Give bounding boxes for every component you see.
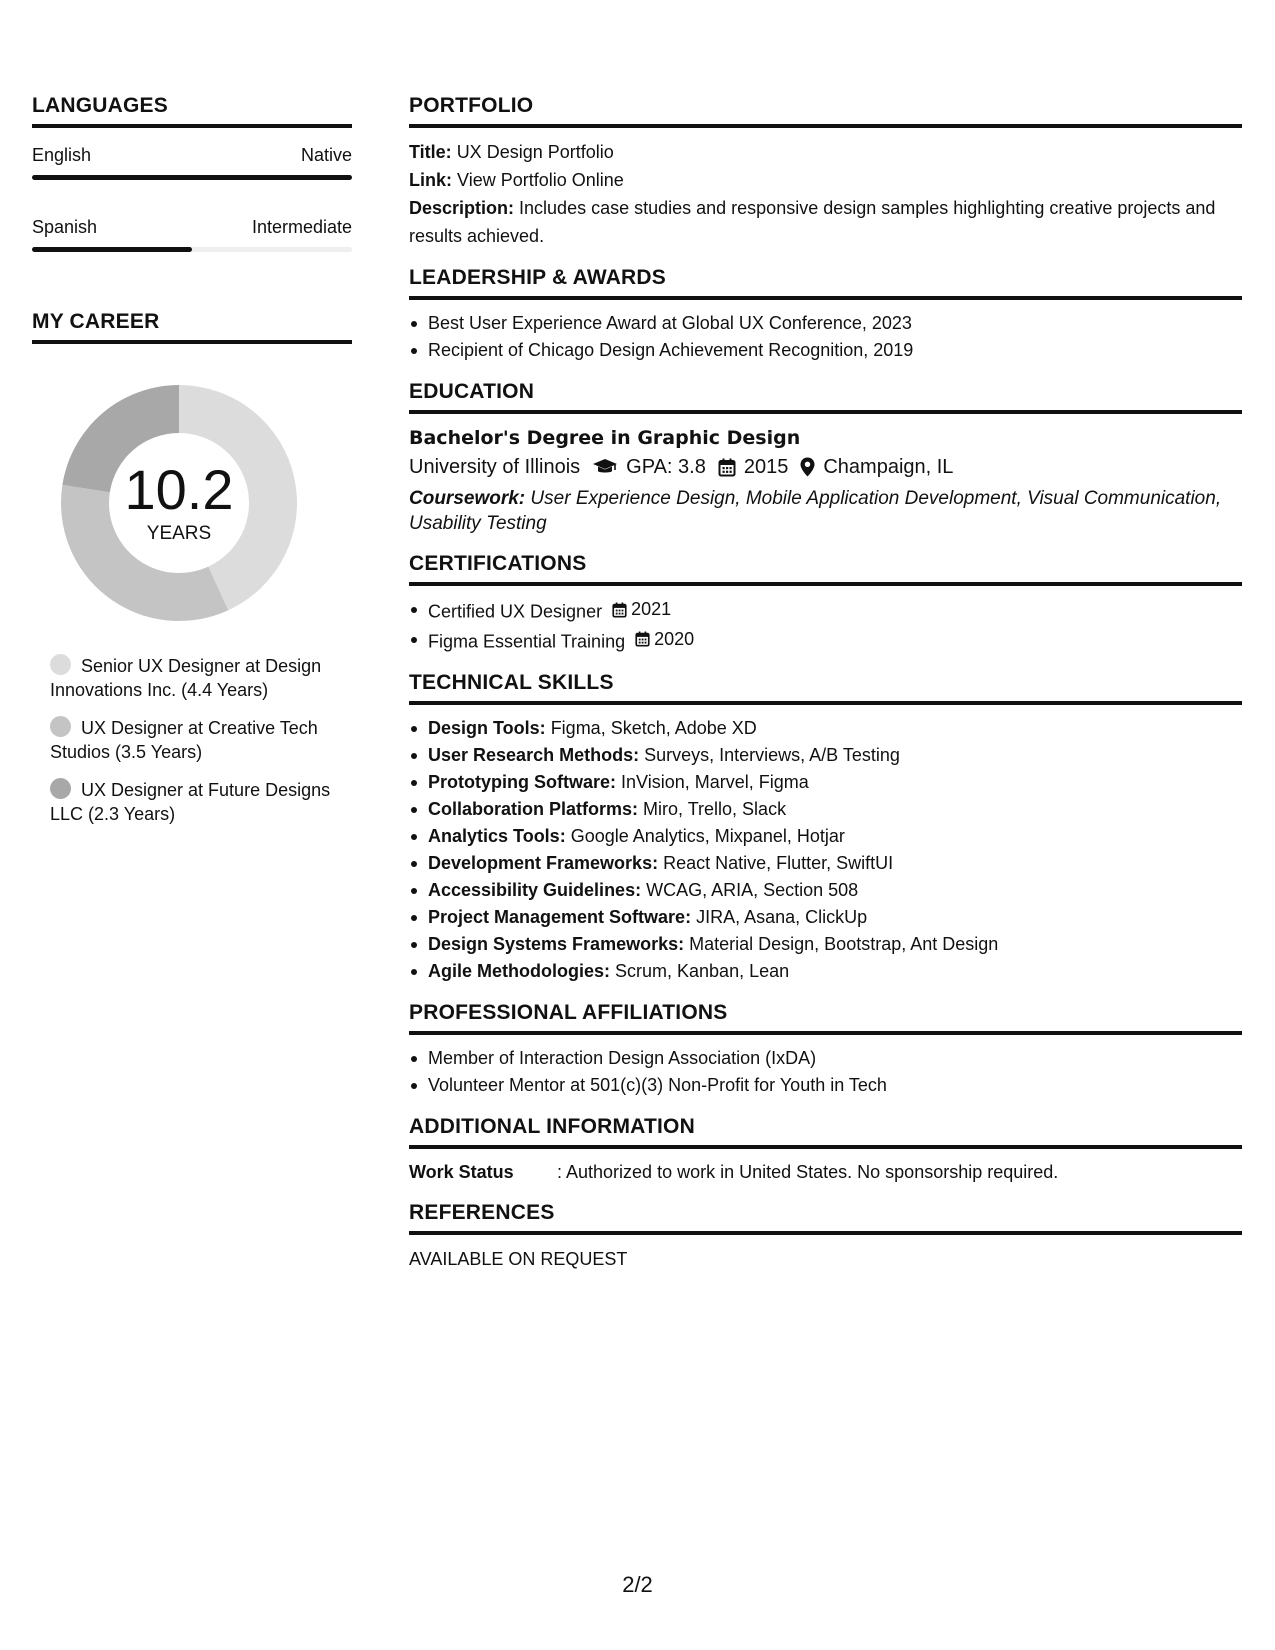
work-status-value: : Authorized to work in United States. No sponsorship required. bbox=[557, 1162, 1059, 1182]
skill-values: Scrum, Kanban, Lean bbox=[615, 961, 790, 981]
skill-item bbox=[409, 715, 1242, 742]
career-donut-chart bbox=[54, 378, 304, 628]
skill-values: WCAG, ARIA, Section 508 bbox=[646, 880, 859, 900]
affiliations-heading: PROFESSIONAL AFFILIATIONS bbox=[409, 1001, 1242, 1035]
legend-swatch bbox=[50, 716, 71, 737]
skills-list bbox=[409, 715, 1242, 985]
school-name: University of Illinois bbox=[409, 456, 581, 478]
skill-category: Development Frameworks: bbox=[428, 853, 659, 873]
skills-section bbox=[409, 671, 1242, 985]
legend-label: Senior UX Designer at Design Innovations Inc. (4.4 Years) bbox=[50, 656, 322, 700]
skill-category: User Research Methods: bbox=[428, 745, 640, 765]
portfolio-heading: PORTFOLIO bbox=[409, 94, 1242, 128]
certifications-heading: CERTIFICATIONS bbox=[409, 552, 1242, 586]
skill-item bbox=[409, 823, 1242, 850]
coursework-label: Coursework: bbox=[409, 488, 526, 509]
portfolio-title bbox=[409, 138, 1242, 166]
skill-values: Material Design, Bootstrap, Ant Design bbox=[689, 934, 999, 954]
skill-category: Prototyping Software: bbox=[428, 772, 616, 792]
skill-item bbox=[409, 877, 1242, 904]
location-pin-icon bbox=[800, 457, 815, 477]
portfolio-title-value: UX Design Portfolio bbox=[456, 142, 614, 162]
skill-category: Analytics Tools: bbox=[428, 826, 566, 846]
skill-category: Design Systems Frameworks: bbox=[428, 934, 685, 954]
graduation-year: 2015 bbox=[743, 456, 789, 478]
skill-item bbox=[409, 796, 1242, 823]
language-item bbox=[32, 216, 352, 252]
affiliations-list bbox=[409, 1045, 1242, 1099]
language-item bbox=[32, 144, 352, 180]
skill-category: Collaboration Platforms: bbox=[428, 799, 639, 819]
certification-year: 2021 bbox=[631, 599, 672, 619]
career-total-unit: YEARS bbox=[146, 523, 212, 544]
certifications-section bbox=[409, 552, 1242, 655]
skill-category: Agile Methodologies: bbox=[428, 961, 610, 981]
career-legend bbox=[50, 654, 340, 826]
legend-label: UX Designer at Creative Tech Studios (3.5 Years) bbox=[50, 718, 318, 762]
legend-item bbox=[50, 778, 340, 826]
portfolio-link-label: Link: bbox=[409, 170, 452, 190]
skill-values: Figma, Sketch, Adobe XD bbox=[550, 718, 757, 738]
skill-values: React Native, Flutter, SwiftUI bbox=[663, 853, 894, 873]
award-item: Recipient of Chicago Design Achievement Recognition, 2019 bbox=[409, 337, 1242, 364]
school-location: Champaign, IL bbox=[823, 456, 954, 478]
language-proficiency-bar bbox=[32, 175, 352, 180]
awards-section bbox=[409, 266, 1242, 364]
skill-item bbox=[409, 931, 1242, 958]
languages-heading: LANGUAGES bbox=[32, 94, 352, 128]
languages-list bbox=[32, 144, 352, 252]
coursework-value: User Experience Design, Mobile Application Development, Visual Communication, Usability Testing bbox=[409, 488, 1222, 534]
skill-item bbox=[409, 850, 1242, 877]
language-name: Spanish bbox=[32, 217, 98, 237]
skill-values: Google Analytics, Mixpanel, Hotjar bbox=[570, 826, 845, 846]
legend-item bbox=[50, 654, 340, 702]
legend-label: UX Designer at Future Designs LLC (2.3 Years) bbox=[50, 780, 331, 824]
right-column bbox=[409, 94, 1242, 1289]
affiliation-item: Volunteer Mentor at 501(c)(3) Non-Profit for Youth in Tech bbox=[409, 1072, 1242, 1099]
skill-values: InVision, Marvel, Figma bbox=[621, 772, 809, 792]
calendar-icon bbox=[718, 458, 736, 477]
portfolio-link-value[interactable]: View Portfolio Online bbox=[457, 170, 624, 190]
references-heading: REFERENCES bbox=[409, 1201, 1242, 1235]
skill-values: Surveys, Interviews, A/B Testing bbox=[644, 745, 900, 765]
language-level: Intermediate bbox=[251, 217, 352, 237]
portfolio-description-value: Includes case studies and responsive design samples highlighting creative projects and results achieved. bbox=[409, 198, 1216, 246]
certification-name: Certified UX Designer bbox=[428, 601, 603, 622]
skills-heading: TECHNICAL SKILLS bbox=[409, 671, 1242, 705]
language-name: English bbox=[32, 145, 92, 165]
certification-year: 2020 bbox=[654, 628, 695, 649]
skill-values: Miro, Trello, Slack bbox=[643, 799, 787, 819]
portfolio-section bbox=[409, 94, 1242, 250]
legend-item bbox=[50, 716, 340, 764]
language-level: Native bbox=[300, 145, 352, 165]
language-proficiency-fill bbox=[32, 175, 352, 180]
graduation-cap-icon bbox=[592, 458, 618, 476]
career-heading: MY CAREER bbox=[32, 310, 352, 344]
skill-category: Design Tools: bbox=[428, 718, 546, 738]
portfolio-title-label: Title: bbox=[409, 142, 452, 162]
certifications-list bbox=[409, 596, 1242, 655]
skill-item bbox=[409, 958, 1242, 985]
additional-info-section bbox=[409, 1115, 1242, 1185]
education-section bbox=[409, 380, 1242, 536]
affiliations-section bbox=[409, 1001, 1242, 1099]
award-item: Best User Experience Award at Global UX Conference, 2023 bbox=[409, 310, 1242, 337]
portfolio-description bbox=[409, 194, 1242, 250]
career-section bbox=[32, 310, 352, 826]
calendar-icon bbox=[612, 602, 627, 618]
skill-category: Project Management Software: bbox=[428, 907, 692, 927]
certification-name: Figma Essential Training bbox=[428, 631, 626, 651]
coursework bbox=[409, 486, 1242, 536]
skill-values: JIRA, Asana, ClickUp bbox=[696, 907, 868, 927]
language-proficiency-fill bbox=[32, 247, 192, 252]
work-status-row bbox=[409, 1159, 1242, 1185]
certification-item bbox=[409, 596, 1242, 626]
left-column bbox=[32, 94, 352, 840]
skill-item bbox=[409, 742, 1242, 769]
certification-item bbox=[409, 626, 1242, 656]
school-details bbox=[409, 452, 1242, 482]
skill-item bbox=[409, 769, 1242, 796]
awards-list bbox=[409, 310, 1242, 364]
languages-section bbox=[32, 94, 352, 252]
awards-heading: LEADERSHIP & AWARDS bbox=[409, 266, 1242, 300]
legend-swatch bbox=[50, 654, 71, 675]
gpa: GPA: 3.8 bbox=[626, 456, 706, 478]
education-heading: EDUCATION bbox=[409, 380, 1242, 414]
degree-title: Bachelor's Degree in Graphic Design bbox=[409, 427, 801, 449]
donut-center bbox=[54, 378, 304, 628]
references-text: AVAILABLE ON REQUEST bbox=[409, 1249, 628, 1269]
page-number: 2/2 bbox=[622, 1572, 653, 1597]
calendar-icon bbox=[635, 631, 650, 647]
portfolio-description-label: Description: bbox=[409, 198, 515, 218]
affiliation-item: Member of Interaction Design Association (IxDA) bbox=[409, 1045, 1242, 1072]
career-total-years: 10.2 bbox=[124, 458, 234, 521]
skill-category: Accessibility Guidelines: bbox=[428, 880, 642, 900]
work-status-label: Work Status bbox=[409, 1162, 514, 1182]
portfolio-link bbox=[409, 166, 1242, 194]
language-proficiency-bar bbox=[32, 247, 352, 252]
legend-swatch bbox=[50, 778, 71, 799]
skill-item bbox=[409, 904, 1242, 931]
additional-info-heading: ADDITIONAL INFORMATION bbox=[409, 1115, 1242, 1149]
references-section bbox=[409, 1201, 1242, 1273]
